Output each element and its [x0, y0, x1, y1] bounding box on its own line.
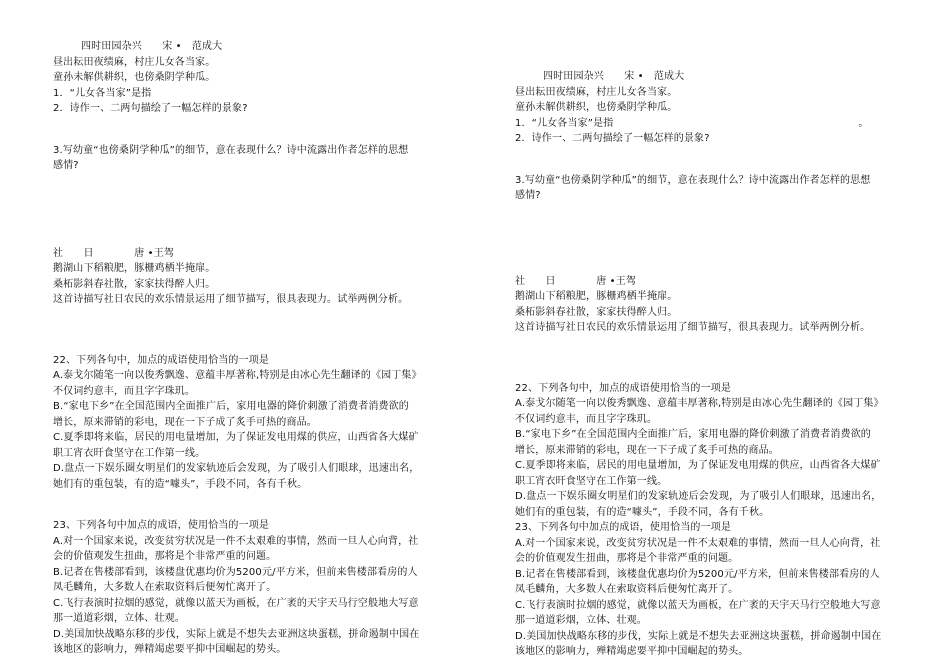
- option-line: 凤毛麟角，大多数人在索取资料后便匆忙离开了。: [53, 582, 277, 593]
- question-3: [53, 143, 448, 174]
- option-line: B.记者在售楼部看到，该楼盘优惠均价为5200元/平方米，但前来售楼部看房的人: [53, 566, 418, 578]
- question-22: [53, 353, 448, 493]
- option-line: A.对一个国家来说，改变贫穷状况是一件不太艰难的事情，然而一旦人心向背，社: [515, 537, 881, 549]
- question-stem: 22、下列各句中，加点的成语使用恰当的一项是: [53, 354, 270, 366]
- option-line: A.对一个国家来说，改变贫穷状况是一件不太艰难的事情，然而一旦人心向背，社: [53, 535, 419, 547]
- question-1-tail: 。: [858, 117, 869, 129]
- poem-question: 这首诗描写社日农民的欢乐情景运用了细节描写，很具表现力。试举两例分析。: [53, 294, 409, 305]
- question-3-line: 感情?: [53, 160, 79, 171]
- poem-section: [515, 69, 910, 147]
- option-line: 她们有的重包装，有的造“噱头”，手段不同，各有千秋。: [53, 478, 308, 490]
- question-3-line: 3.写幼童“也傍桑阴学种瓜”的细节，意在表现什么？诗中流露出作者怎样的思想: [515, 174, 871, 186]
- question-2: 2．诗作一、二两句描绘了一幅怎样的景象?: [53, 103, 248, 114]
- poem-line: 鹅湖山下稻粮肥，豚栅鸡栖半掩扉。: [53, 263, 216, 274]
- option-line: 不仅词约意丰，而且字字珠玑。: [53, 385, 196, 397]
- question-23: [515, 520, 910, 660]
- option-line: D.美国加快战略东移的步伐，实际上就是不想失去亚洲这块蛋糕，拼命遏制中国在: [515, 630, 882, 642]
- option-line: 那一道道彩烟，立体、壮观。: [515, 615, 647, 626]
- option-line: C.夏季即将来临，居民的用电量增加，为了保证发电用煤的供应，山西省各大煤矿: [53, 432, 419, 443]
- poem-question: 这首诗描写社日农民的欢乐情景运用了细节描写，很具表现力。试举两例分析。: [515, 322, 871, 333]
- option-line: 她们有的重包装，有的造“噱头”，手段不同，各有千秋。: [515, 506, 770, 518]
- option-line: 不仅词约意丰，而且字字珠玑。: [515, 413, 658, 425]
- option-line: 那一道道彩烟，立体、壮观。: [53, 613, 185, 624]
- option-line: 该地区的影响力，殚精竭虑要平抑中国崛起的势头。: [515, 646, 749, 657]
- question-23: [53, 518, 448, 658]
- poem-section: [53, 39, 448, 117]
- poem-line: 昼出耘田夜绩麻，村庄儿女各当家。: [515, 86, 678, 98]
- option-line: 增长，原来滞销的彩电，现在一下子成了炙手可热的商品。: [53, 416, 317, 428]
- option-line: A.泰戈尔随笔一向以俊秀飘逸、意蕴丰厚著称,特别是由冰心先生翻译的《园丁集》: [53, 370, 422, 381]
- poem-title: 四时田园杂兴 宋 • 范成大: [81, 41, 223, 52]
- option-line: A.泰戈尔随笔一向以俊秀飘逸、意蕴丰厚著称,特别是由冰心先生翻译的《园丁集》: [515, 398, 884, 409]
- option-line: 增长，原来滞销的彩电，现在一下子成了炙手可热的商品。: [515, 444, 779, 456]
- question-22: [515, 381, 910, 521]
- option-line: B.“家电下乡”在全国范围内全面推广后，家用电器的降价刺激了消费者消费欲的: [53, 401, 409, 412]
- poem-title: 四时田园杂兴 宋 • 范成大: [543, 71, 685, 82]
- poem-line: 鹅湖山下稻粮肥，豚栅鸡栖半掩扉。: [515, 291, 678, 302]
- poem-line: 桑柘影斜春社散，家家扶得醉人归。: [515, 306, 678, 318]
- poem-line: 桑柘影斜春社散，家家扶得醉人归。: [53, 278, 216, 290]
- question-1: [515, 116, 910, 132]
- option-line: 职工宵衣旰食坚守在工作第一线。: [515, 475, 668, 487]
- option-line: C.飞行表演时拉烟的感觉，就像以蓝天为画板，在广袤的天宇天马行空般地大写意: [53, 597, 419, 609]
- question-1: 1．“儿女各当家”是指: [53, 87, 152, 99]
- option-line: 会的价值观发生扭曲，那将是个非常严重的问题。: [53, 551, 277, 562]
- question-1-text: 1．“儿女各当家”是指: [515, 117, 614, 129]
- question-3-line: 感情?: [515, 190, 541, 201]
- option-line: 凤毛麟角，大多数人在索取资料后便匆忙离开了。: [515, 584, 739, 595]
- left-column: [53, 39, 448, 658]
- option-line: D.美国加快战略东移的步伐，实际上就是不想失去亚洲这块蛋糕，拼命遏制中国在: [53, 628, 420, 640]
- option-line: 该地区的影响力，殚精竭虑要平抑中国崛起的势头。: [53, 644, 287, 655]
- poem-title: 社 日 唐 •王驾: [53, 247, 175, 259]
- option-line: D.盘点一下娱乐圈女明星们的发家轨迹后会发现，为了吸引人们眼球，迅速出名，: [515, 491, 882, 502]
- option-line: 职工宵衣旰食坚守在工作第一线。: [53, 447, 206, 459]
- question-stem: 22、下列各句中，加点的成语使用恰当的一项是: [515, 382, 732, 394]
- poem-line: 昼出耘田夜绩麻，村庄儿女各当家。: [53, 56, 216, 68]
- poem-line: 童孙未解供耕织，也傍桑阴学种瓜。: [53, 72, 216, 83]
- poem-title: 社 日 唐 •王驾: [515, 275, 637, 287]
- option-line: C.夏季即将来临，居民的用电量增加，为了保证发电用煤的供应，山西省各大煤矿: [515, 460, 881, 471]
- option-line: 会的价值观发生扭曲，那将是个非常严重的问题。: [515, 553, 739, 564]
- option-line: B.“家电下乡”在全国范围内全面推广后，家用电器的降价刺激了消费者消费欲的: [515, 429, 871, 440]
- option-line: C.飞行表演时拉烟的感觉，就像以蓝天为画板，在广袤的天宇天马行空般地大写意: [515, 599, 881, 611]
- poem-line: 童孙未解供耕织，也傍桑阴学种瓜。: [515, 102, 678, 113]
- question-stem: 23、下列各句中加点的成语，使用恰当的一项是: [515, 522, 732, 533]
- poem-section: [515, 274, 910, 336]
- poem-section: [53, 246, 448, 308]
- question-3-line: 3.写幼童“也傍桑阴学种瓜”的细节，意在表现什么？诗中流露出作者怎样的思想: [53, 144, 409, 156]
- question-3: [515, 173, 910, 204]
- option-line: D.盘点一下娱乐圈女明星们的发家轨迹后会发现，为了吸引人们眼球，迅速出名，: [53, 463, 420, 474]
- question-2: 2．诗作一、二两句描绘了一幅怎样的景象?: [515, 133, 710, 144]
- question-stem: 23、下列各句中加点的成语，使用恰当的一项是: [53, 520, 270, 531]
- option-line: B.记者在售楼部看到，该楼盘优惠均价为5200元/平方米，但前来售楼部看房的人: [515, 568, 880, 580]
- right-column: [515, 69, 910, 660]
